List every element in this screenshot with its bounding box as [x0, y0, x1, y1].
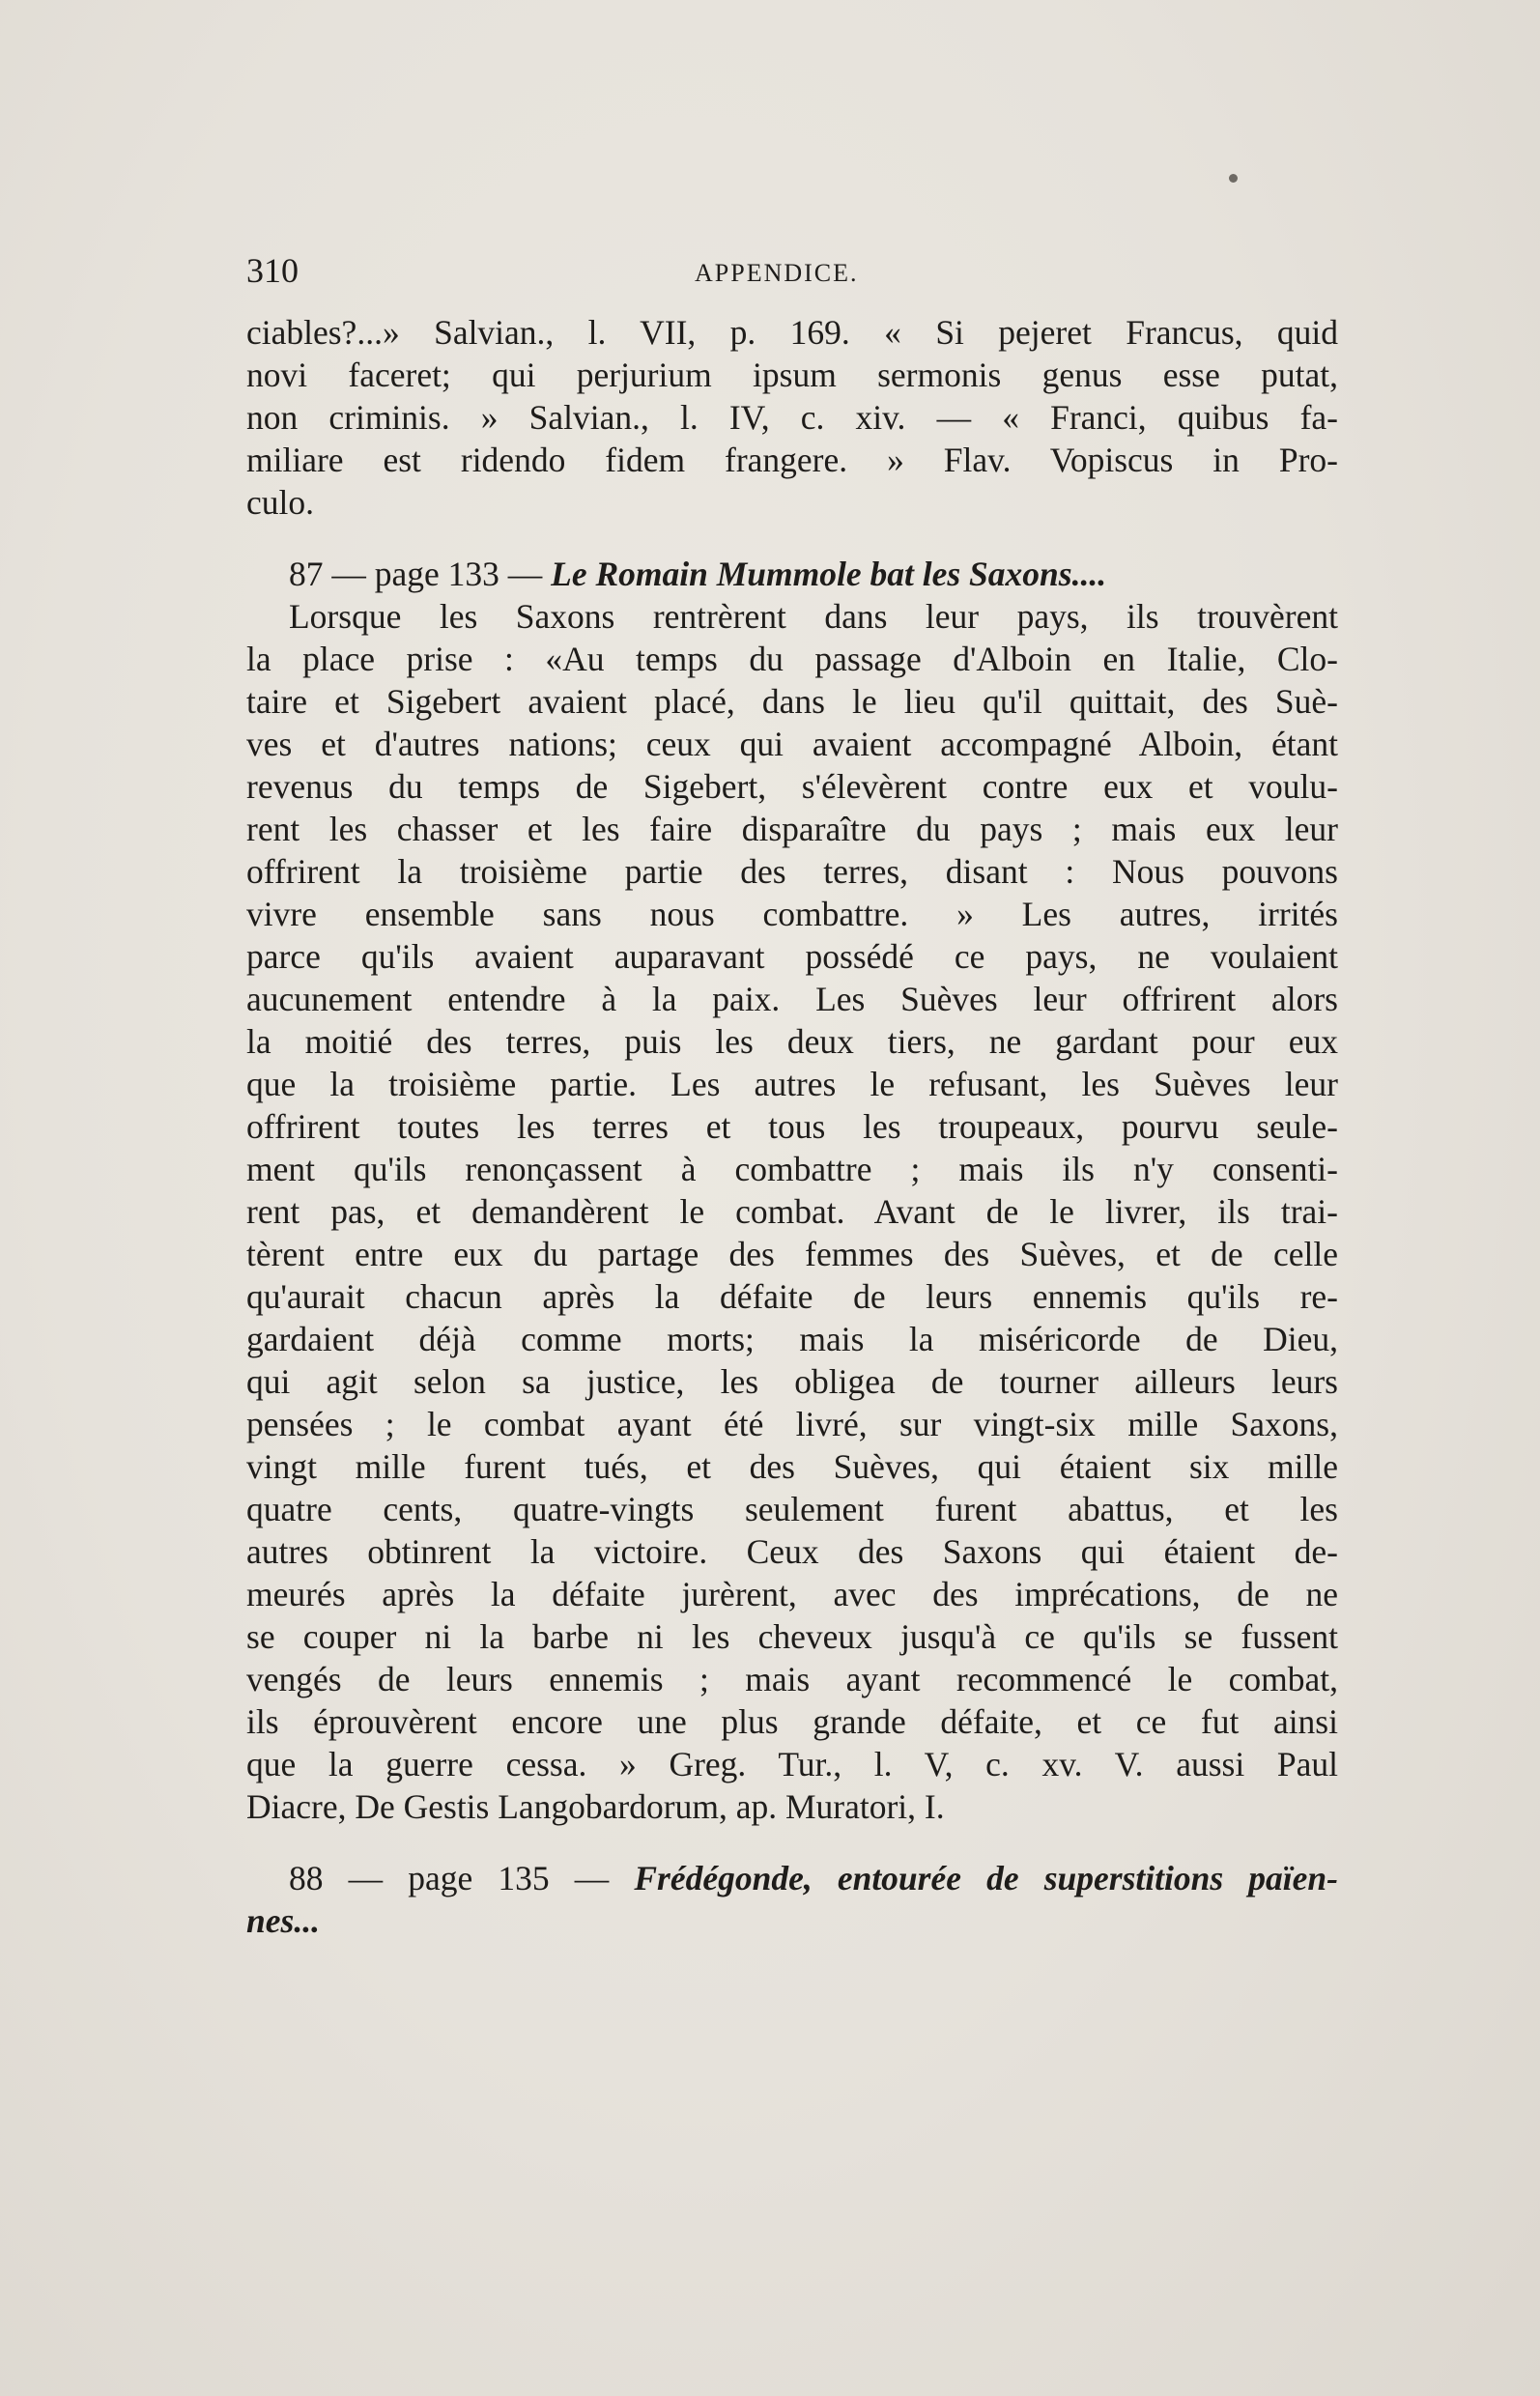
text-line: gardaient déjà comme morts; mais la miséricorde de Dieu,: [246, 1320, 1338, 1358]
text-line: rent les chasser et les faire disparaître du pays ; mais eux leur: [246, 810, 1338, 848]
ink-speck: [1229, 174, 1238, 183]
text-line: meurés après la défaite jurèrent, avec des imprécations, de ne: [246, 1575, 1338, 1613]
text-line: rent pas, et demandèrent le combat. Avant de le livrer, ils trai-: [246, 1192, 1338, 1231]
text-line: qu'aurait chacun après la défaite de leurs ennemis qu'ils re-: [246, 1277, 1338, 1316]
running-head: [246, 249, 1338, 292]
note-heading-prefix: 88 — page 135 —: [289, 1859, 635, 1897]
text-line: non criminis. » Salvian., l. IV, c. xiv. — « Franci, quibus fa-: [246, 398, 1338, 437]
paragraph-gap: [246, 1828, 1338, 1857]
text-line: la moitié des terres, puis les deux tiers, ne gardant pour eux: [246, 1022, 1338, 1061]
text-line: la place prise : «Au temps du passage d'Alboin en Italie, Clo-: [246, 640, 1338, 678]
note-heading-continuation: nes...: [246, 1901, 320, 1940]
note-heading-87: [246, 553, 1338, 595]
text-line: pensées ; le combat ayant été livré, sur vingt-six mille Saxons,: [246, 1405, 1338, 1443]
text-line: ves et d'autres nations; ceux qui avaient accompagné Alboin, étant: [246, 725, 1338, 763]
page-number: 310: [246, 251, 299, 290]
text-line: taire et Sigebert avaient placé, dans le lieu qu'il quittait, des Suè-: [246, 682, 1338, 721]
text-line: revenus du temps de Sigebert, s'élevèrent contre eux et voulu-: [246, 767, 1338, 806]
note-heading-88: [246, 1857, 1338, 1899]
text-line: tèrent entre eux du partage des femmes des Suèves, et de celle: [246, 1235, 1338, 1273]
text-line: Lorsque les Saxons rentrèrent dans leur pays, ils trouvèrent: [289, 597, 1338, 636]
text-line: aucunement entendre à la paix. Les Suèves leur offrirent alors: [246, 980, 1338, 1018]
body-text: [246, 311, 1338, 1942]
note-heading-title: Frédégonde, entourée de superstitions païen-: [634, 1859, 1338, 1897]
text-line: novi faceret; qui perjurium ipsum sermonis genus esse putat,: [246, 356, 1338, 394]
text-line: ment qu'ils renonçassent à combattre ; mais ils n'y consenti-: [246, 1150, 1338, 1188]
text-line: offrirent toutes les terres et tous les troupeaux, pourvu seule-: [246, 1107, 1338, 1146]
text-line: vingt mille furent tués, et des Suèves, qui étaient six mille: [246, 1447, 1338, 1486]
text-line: offrirent la troisième partie des terres, disant : Nous pouvons: [246, 852, 1338, 891]
paragraph-gap: [246, 524, 1338, 553]
running-title: APPENDICE.: [695, 259, 859, 287]
note-heading-prefix: 87 — page 133 —: [289, 555, 552, 593]
text-line: parce qu'ils avaient auparavant possédé ce pays, ne voulaient: [246, 937, 1338, 976]
text-line: vivre ensemble sans nous combattre. » Les autres, irrités: [246, 895, 1338, 933]
text-line: Diacre, De Gestis Langobardorum, ap. Muratori, I.: [246, 1787, 945, 1826]
text-line: quatre cents, quatre-vingts seulement furent abattus, et les: [246, 1490, 1338, 1528]
note-heading-title: Le Romain Mummole bat les Saxons....: [551, 555, 1107, 593]
text-line: culo.: [246, 483, 314, 522]
text-line: se couper ni la barbe ni les cheveux jusqu'à ce qu'ils se fussent: [246, 1617, 1338, 1656]
text-line: que la guerre cessa. » Greg. Tur., l. V, c. xv. V. aussi Paul: [246, 1745, 1338, 1783]
text-line: miliare est ridendo fidem frangere. » Flav. Vopiscus in Pro-: [246, 441, 1338, 479]
text-line: vengés de leurs ennemis ; mais ayant recommencé le combat,: [246, 1660, 1338, 1698]
text-line: ils éprouvèrent encore une plus grande défaite, et ce fut ainsi: [246, 1702, 1338, 1741]
text-line: que la troisième partie. Les autres le refusant, les Suèves leur: [246, 1065, 1338, 1103]
text-line: qui agit selon sa justice, les obligea de tourner ailleurs leurs: [246, 1362, 1338, 1401]
text-line: ciables?...» Salvian., l. VII, p. 169. « Si pejeret Francus, quid: [246, 313, 1338, 352]
text-line: autres obtinrent la victoire. Ceux des Saxons qui étaient de-: [246, 1532, 1338, 1571]
